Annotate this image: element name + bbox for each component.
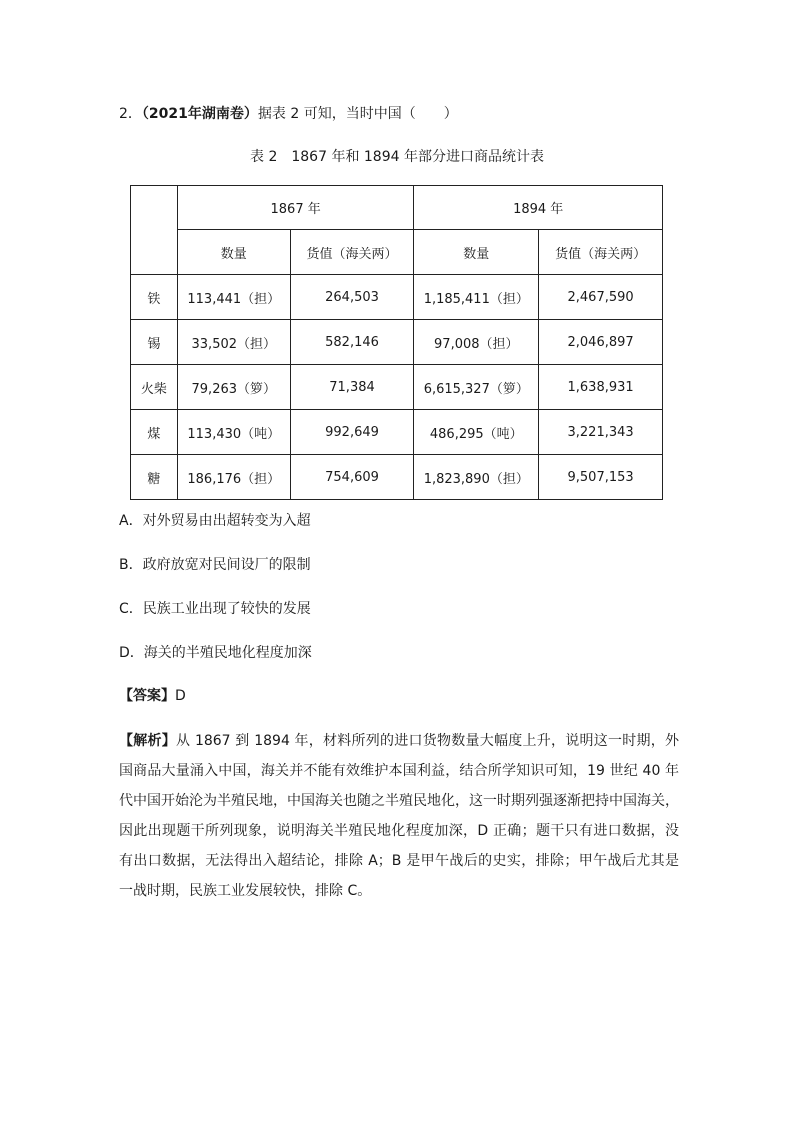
quantity-1867-cell: 186,176（担）: [177, 455, 290, 500]
answer-line: [119, 685, 186, 705]
value-1894-cell: 2,467,590: [539, 275, 663, 320]
table-row: [131, 365, 663, 410]
subheader-value-1867: 货值（海关两）: [290, 230, 414, 275]
quantity-1867-cell: 113,430（吨）: [177, 410, 290, 455]
answer-value: D: [175, 688, 186, 704]
import-statistics-table: [130, 185, 663, 500]
subheader-quantity-1894: 数量: [414, 230, 539, 275]
table-row: [131, 275, 663, 320]
option-a: A．对外贸易由出超转变为入超: [119, 513, 311, 529]
subheader-quantity-1867: 数量: [177, 230, 290, 275]
quantity-1867-cell: 79,263（箩）: [177, 365, 290, 410]
quantity-1894-cell: 486,295（吨）: [414, 410, 539, 455]
analysis-tag: 【解析】: [119, 733, 176, 749]
quantity-1894-cell: 6,615,327（箩）: [414, 365, 539, 410]
quantity-1894-cell: 1,185,411（担）: [414, 275, 539, 320]
quantity-1894-cell: 97,008（担）: [414, 320, 539, 365]
option-b: B．政府放宽对民间设厂的限制: [119, 557, 311, 573]
value-1867-cell: 71,384: [290, 365, 414, 410]
item-cell: 煤: [131, 410, 178, 455]
value-1867-cell: 754,609: [290, 455, 414, 500]
item-cell: 糖: [131, 455, 178, 500]
table-corner-cell: [131, 186, 178, 275]
question-stem: [119, 103, 458, 123]
question-number: 2．: [119, 106, 142, 122]
year-header-1894: 1894 年: [414, 186, 663, 230]
item-cell: 火柴: [131, 365, 178, 410]
option-c: C．民族工业出现了较快的发展: [119, 601, 311, 617]
value-1894-cell: 2,046,897: [539, 320, 663, 365]
item-cell: 锡: [131, 320, 178, 365]
question-text: 据表 2 可知，当时中国（ ）: [257, 106, 458, 122]
value-1894-cell: 3,221,343: [539, 410, 663, 455]
value-1894-cell: 1,638,931: [539, 365, 663, 410]
quantity-1867-cell: 33,502（担）: [177, 320, 290, 365]
year-header-1867: 1867 年: [177, 186, 414, 230]
value-1894-cell: 9,507,153: [539, 455, 663, 500]
option-d: D．海关的半殖民地化程度加深: [119, 645, 312, 661]
value-1867-cell: 582,146: [290, 320, 414, 365]
quantity-1867-cell: 113,441（担）: [177, 275, 290, 320]
analysis-text: 从 1867 到 1894 年，材料所列的进口货物数量大幅度上升，说明这一时期，外国商品大量涌入中国，海关并不能有效维护本国利益，结合所学知识可知，19 世纪 40 年代中国开始沦为半殖民地，中国海关也随之半殖民地化，这一时期列强逐渐把持中国海关，因此出现题干所列现象，说明海关半殖民地化程度加深，D 正确；题干只有进口数据，没有出口数据，无法得出入超结论，排除 A；B 是甲午战后的史实，排除；甲午战后尤其是一战时期，民族工业发展较快，排除 C。: [119, 733, 680, 899]
item-cell: 铁: [131, 275, 178, 320]
table-row: [131, 410, 663, 455]
question-source: （2021年湖南卷）: [141, 106, 258, 122]
value-1867-cell: 264,503: [290, 275, 414, 320]
value-1867-cell: 992,649: [290, 410, 414, 455]
quantity-1894-cell: 1,823,890（担）: [414, 455, 539, 500]
analysis-paragraph: [119, 726, 679, 906]
table-row: [131, 320, 663, 365]
answer-tag: 【答案】: [119, 688, 175, 704]
subheader-value-1894: 货值（海关两）: [539, 230, 663, 275]
table-caption: 表 2 1867 年和 1894 年部分进口商品统计表: [250, 149, 544, 165]
table-row: [131, 455, 663, 500]
